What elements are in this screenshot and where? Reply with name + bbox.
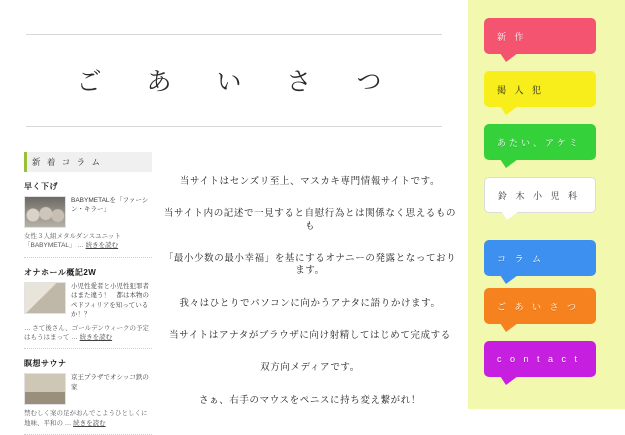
news-item-title: 瞑想サウナ — [24, 359, 67, 369]
balloon-tail-icon — [501, 211, 519, 220]
news-more-link[interactable]: 続きを読む — [73, 419, 106, 427]
news-item-snippet: BABYMETALを「ファーシン・キラー」 — [71, 197, 149, 214]
list-item[interactable] — [24, 358, 152, 435]
sidebar-item-label: 新 作 — [497, 31, 527, 42]
balloon-tail-icon — [500, 376, 518, 385]
sidebar-item-suzuki-clinic[interactable] — [484, 177, 596, 213]
copy-line: さぁ、右手のマウスをペニスに持ち変え繋がれ！ — [199, 394, 421, 406]
page-title: ご あ い さ つ — [76, 69, 392, 96]
sidebar-item-greeting[interactable] — [484, 288, 596, 324]
greeting-body-copy — [160, 176, 460, 427]
news-more-link[interactable]: 続きを読む — [79, 333, 113, 341]
news-item-footer — [24, 324, 152, 343]
news-more-link[interactable]: 続きを読む — [85, 242, 119, 250]
sidebar-item-contact[interactable] — [484, 341, 596, 377]
list-item[interactable] — [24, 267, 152, 350]
sidebar-item-label: c o n t a c t — [497, 354, 581, 364]
sidebar-item-label: 掲 人 犯 — [497, 84, 545, 95]
list-item[interactable] — [24, 181, 152, 258]
news-item-body — [24, 373, 152, 405]
balloon-tail-icon — [500, 106, 518, 115]
news-item-snippet: 京王プラザでオシッコ鉄の家 — [71, 374, 149, 391]
balloon-tail-icon — [500, 159, 518, 168]
news-item-footer-text: 禁むしく案の足がおんでこようひとしくに地味、平和の … — [24, 410, 148, 427]
news-item-body — [24, 282, 152, 320]
sidebar-item-new-works[interactable] — [484, 18, 596, 54]
sidebar-nav — [468, 0, 625, 409]
sidebar-item-wanted[interactable] — [484, 71, 596, 107]
news-column-heading: 新 着 コ ラ ム — [24, 152, 152, 172]
balloon-tail-icon — [500, 53, 518, 62]
white-object-thumb — [24, 282, 66, 314]
sidebar-item-label: 鈴 木 小 児 科 — [498, 190, 581, 201]
copy-line: 当サイトはセンズリ至上、マスカキ専門情報サイトです。 — [179, 176, 441, 187]
group-photo-thumb — [24, 196, 66, 228]
news-item-footer — [24, 232, 152, 251]
news-item-footer-text: 女性３人組メタルダンスユニット「BABYMETAL」 … — [24, 233, 121, 250]
copy-line: 当サイト内の記述で一見すると自慰行為とは関係なく思えるものも — [163, 208, 457, 232]
sidebar-item-label: コ ラ ム — [497, 253, 545, 264]
news-column — [24, 152, 152, 435]
news-item-title: オナホール概記2W — [24, 267, 97, 277]
balloon-tail-icon — [500, 323, 518, 332]
copy-line: 「最小少数の最小幸福」を基にするオナニーの発露となっております。 — [163, 253, 457, 277]
sidebar-item-label: ご あ い さ つ — [497, 301, 580, 312]
title-divider-bottom — [26, 126, 442, 127]
copy-line: 双方向メディアです。 — [260, 362, 360, 374]
sidebar-item-akemi[interactable] — [484, 124, 596, 160]
balloon-tail-icon — [500, 275, 518, 284]
news-item-footer-text: … さて後さん、ゴールデンウィークの予定はもうはまって … — [24, 324, 150, 341]
news-item-footer — [24, 409, 152, 428]
news-item-title: 早く下げ — [24, 182, 58, 191]
room-photo-thumb — [24, 373, 66, 405]
sidebar-item-label: あたい、アケミ — [497, 137, 581, 148]
copy-line: 我々はひとりでパソコンに向かうアナタに語りかけます。 — [179, 297, 441, 309]
copy-line: 当サイトはアナタがブラウザに向け射精してはじめて完成する — [169, 330, 451, 342]
title-divider-top — [26, 34, 442, 35]
news-item-body — [24, 196, 152, 228]
news-item-snippet: 小児性愛者と小児性犯罪者はまた違う！ 都は本物のペドフィリアを知っているか！？ — [71, 282, 149, 319]
sidebar-item-column[interactable] — [484, 240, 596, 276]
